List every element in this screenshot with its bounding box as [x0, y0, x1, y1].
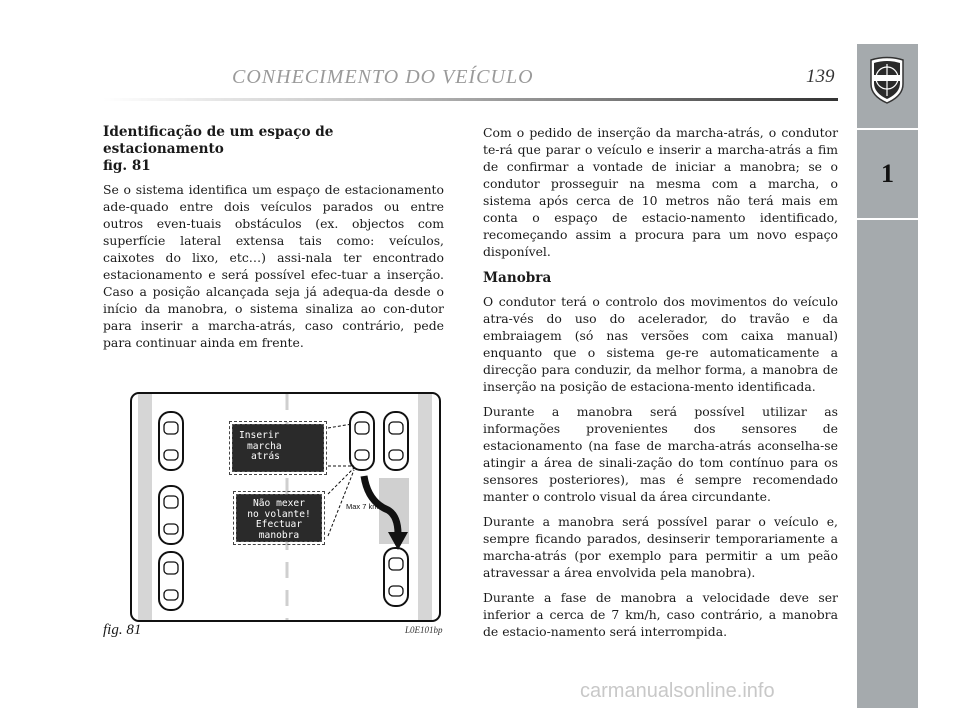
display-line: Efectuar	[255, 519, 303, 530]
parking-diagram-figure	[130, 392, 441, 622]
car	[159, 412, 183, 470]
page-number: 139	[806, 66, 835, 87]
display-line: marcha	[247, 440, 282, 452]
body-paragraph: Com o pedido de inserção da marcha-atrás, o condutor te-rá que parar o veículo e inserir a marcha-atrás a fim de confirmar a vontade de iniciar a manobra; se o condutor prosseguir na mesma com a marcha, o sistema após cerca de 10 metros não terá mais em conta o espaço de estacio-namento identificado, recomeçando assim a procura para um novo espaço disponível.	[483, 125, 838, 259]
body-paragraph: Durante a manobra será possível parar o veículo e, sempre ficando parados, desinserir temporariamente a marcha-atrás (por exemplo para permitir a um peão atravessar a área envolvida pela manobra).	[483, 514, 838, 580]
right-curb	[418, 394, 432, 620]
body-paragraph: O condutor terá o controlo dos movimentos do veículo atra-vés do uso do acelerador, do travão e da embraiagem (só nas versões com caixa manual) enquanto que o sistema ge-re automaticamente a direcção para conduzir, da melhor forma, a manobra de inserção na posição de estaciona-mento identificada.	[483, 294, 838, 394]
car	[159, 486, 183, 544]
car	[384, 412, 408, 470]
figure-code: L0E101bp	[405, 625, 443, 635]
body-paragraph: Durante a manobra será possível utilizar as informações provenientes dos sensores de estacionamento (na fase de marcha-atrás aconselha-se atingir a área de sinali-zação do tom contínuo para os sensores posteriores), mas é sempre recomendado manter o controlo visual da área circundante.	[483, 404, 838, 504]
display-line: Não mexer	[253, 498, 305, 509]
left-curb	[138, 394, 152, 620]
figure-caption: fig. 81	[103, 622, 142, 638]
section-heading	[103, 124, 444, 175]
display-do-not-steer	[236, 494, 322, 542]
car	[384, 548, 408, 606]
heading-text: Identificação de um espaço de estacionamento	[103, 124, 334, 157]
maneuvering-car	[350, 412, 374, 470]
car	[159, 552, 183, 610]
display-line: atrás	[251, 451, 280, 462]
left-column	[103, 124, 444, 359]
lancia-shield-logo-icon	[868, 56, 906, 104]
header-rule	[103, 98, 838, 101]
watermark: carmanualsonline.info	[580, 680, 775, 702]
heading-fig-ref: fig. 81	[103, 158, 151, 174]
speed-limit-label: Max 7 km/h	[346, 502, 385, 511]
body-paragraph: Durante a fase de manobra a velocidade deve ser inferior a cerca de 7 km/h, caso contrário, a manobra de estacio-namento será interrompida.	[483, 590, 838, 639]
callout-line	[328, 468, 354, 494]
chapter-side-tab	[857, 44, 918, 708]
right-column	[483, 124, 838, 648]
display-insert-reverse	[232, 424, 324, 472]
display-line: manobra	[258, 529, 300, 541]
display-line: no volante!	[247, 508, 311, 520]
running-header-title: CONHECIMENTO DO VEÍCULO	[232, 66, 534, 88]
callout-line	[328, 424, 352, 428]
chapter-number: 1	[857, 128, 918, 220]
section-heading-manobra: Manobra	[483, 270, 552, 286]
parked-cars-left	[159, 412, 183, 610]
body-paragraph: Se o sistema identifica um espaço de estacionamento ade-quado entre dois veículos parados ou entre outros even-tuais obstáculos (ex. objectos com superfície lateral extensa tais como: veículos, caixotes do lixo, etc…) assi-nala ter encontrado estacionamento e será possível efec-tuar a inserção. Caso a posição alcançada seja já adequa-da desde o início da manobra, o sistema sinaliza ao con-dutor para inserir a marcha-atrás, caso contrário, pede para continuar ainda em frente.	[103, 182, 444, 350]
display-line: Inserir	[239, 430, 280, 441]
